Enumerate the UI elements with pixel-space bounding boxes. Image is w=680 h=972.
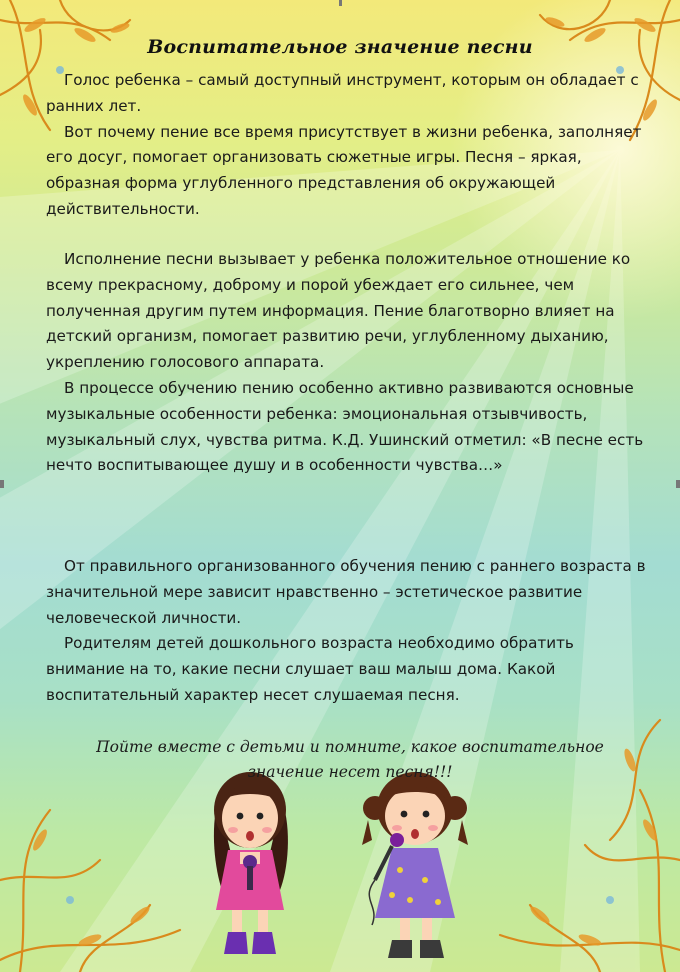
selection-handle-top (339, 0, 342, 6)
paragraph-voice: Голос ребенка – самый доступный инструмент, которым он обладает с ранних лет. (46, 71, 639, 115)
girl-singing-left-illustration (214, 772, 288, 954)
paragraph-why-singing: Вот почему пение все время присутствует в жизни ребенка, заполняет его досуг, помогает организовать сюжетные игры. Песня – яркая, образная форма углубленного представления об окружающей действительности. (46, 122, 642, 218)
girl-with-microphone-illustration (362, 772, 468, 958)
selection-handle-left (0, 480, 4, 488)
text-block-1 (46, 68, 646, 223)
closing-appeal: Пойте вместе с детьми и помните, какое воспитательное значение несет песня!!! (96, 738, 604, 781)
paragraph-ushinsky-quote: В процессе обучению пению особенно активно развиваются основные музыкальные особенности ребенка: эмоциональная отзывчивость, музыкальный слух, чувства ритма. К.Д. Ушинский отметил: «В песне есть нечто воспитывающее душу и в особенности чувства…» (46, 378, 644, 475)
text-block-3 (46, 554, 646, 709)
paragraph-performance: Исполнение песни вызывает у ребенка положительное отношение ко всему прекрасному, доброму и порой убеждает его сильнее, чем полученная другим путем информация. Пение благотворно влияет на детский организм, помогает развитию речи, углубленному дыханию, укреплению голосового аппарата. (46, 250, 631, 372)
selection-handle-right (676, 480, 680, 488)
text-block-2 (46, 247, 646, 479)
paragraph-early-training: От правильного организованного обучения пению с раннего возраста в значительной мере зависит нравственно – эстетическое развитие человеческой личности. (46, 557, 646, 627)
page-title: Воспитательное значение песни (147, 36, 533, 58)
paragraph-parents-advice: Родителям детей дошкольного возраста необходимо обратить внимание на то, какие песни слушает ваш малыш дома. Какой воспитательный характер несет слушаемая песня. (46, 634, 574, 704)
